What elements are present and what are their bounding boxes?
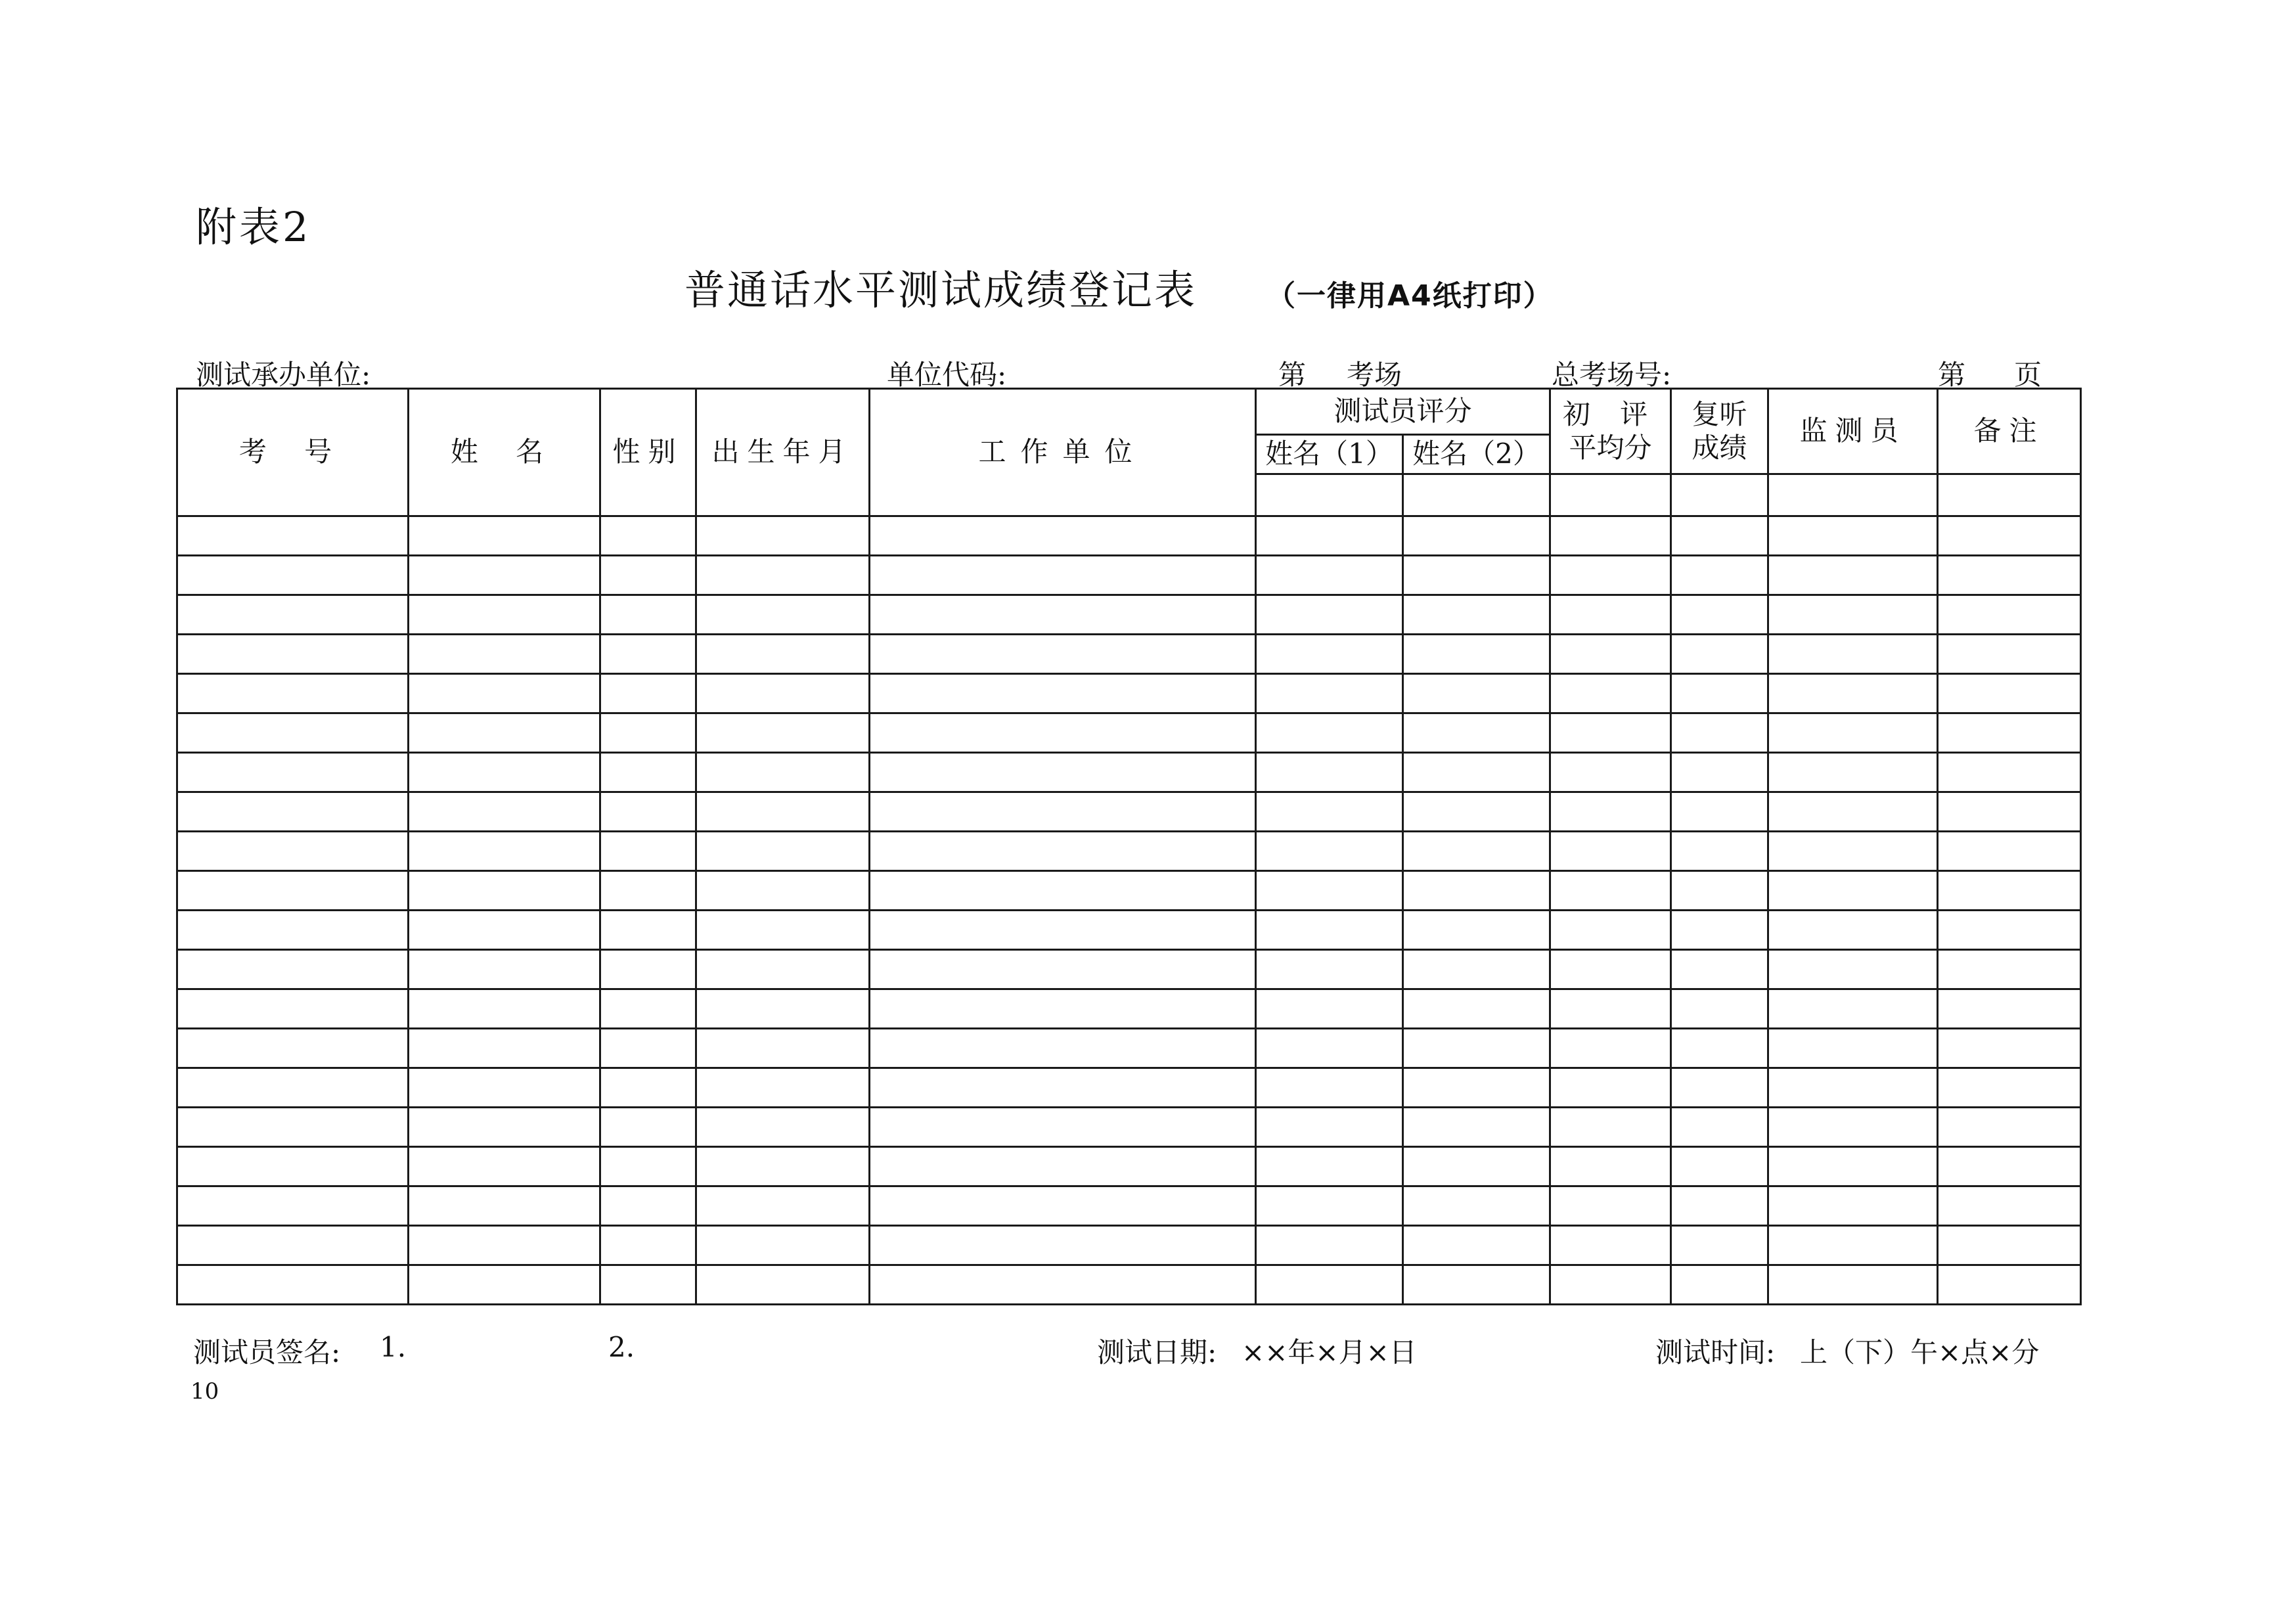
cell-tester-2[interactable] [1403, 1186, 1550, 1226]
cell-initial-average[interactable] [1550, 1265, 1671, 1305]
header-tester-score-group: 测试员评分 [1256, 389, 1550, 435]
header-initial-average-line2: 平均分 [1569, 431, 1652, 464]
unit-code-label: 单位代码: [887, 359, 1007, 391]
cell-monitor[interactable] [1768, 1108, 1938, 1147]
header-exam-no: 考 号 [177, 389, 409, 516]
cell-exam-no[interactable] [177, 713, 409, 753]
cell-workplace[interactable] [870, 635, 1256, 674]
cell-tester-1[interactable] [1256, 595, 1403, 635]
cell-tester-1[interactable] [1256, 713, 1403, 753]
cell-remarks[interactable] [1938, 832, 2081, 871]
cell-gender[interactable] [600, 1186, 696, 1226]
cell-recheck[interactable] [1671, 1068, 1768, 1108]
cell-initial-average[interactable] [1550, 516, 1671, 556]
cell-gender[interactable] [600, 516, 696, 556]
cell-tester-1[interactable] [1256, 871, 1403, 911]
cell-initial-average[interactable] [1550, 950, 1671, 989]
cell-exam-no[interactable] [177, 1226, 409, 1265]
cell-tester-2[interactable] [1403, 1068, 1550, 1108]
cell-name[interactable] [409, 556, 600, 595]
cell-birth[interactable] [696, 989, 870, 1029]
cell-tester-1[interactable] [1256, 911, 1403, 950]
cell-tester-2[interactable] [1403, 1108, 1550, 1147]
cell-gender[interactable] [600, 832, 696, 871]
cell-exam-no[interactable] [177, 595, 409, 635]
cell-remarks[interactable] [1938, 1186, 2081, 1226]
cell-recheck[interactable] [1671, 753, 1768, 792]
cell-recheck[interactable] [1671, 1147, 1768, 1186]
table-row [177, 674, 2081, 713]
cell-recheck[interactable] [1671, 595, 1768, 635]
cell-name[interactable] [409, 950, 600, 989]
cell-birth[interactable] [696, 516, 870, 556]
cell-recheck[interactable] [1671, 516, 1768, 556]
cell-birth[interactable] [696, 1068, 870, 1108]
table-row [177, 516, 2081, 556]
cell-recheck[interactable] [1671, 556, 1768, 595]
cell-tester-2[interactable] [1403, 1147, 1550, 1186]
cell-workplace[interactable] [870, 1029, 1256, 1068]
cell-name[interactable] [409, 1265, 600, 1305]
cell-remarks[interactable] [1938, 950, 2081, 989]
cell-gender[interactable] [600, 989, 696, 1029]
page-prefix: 第 [1938, 359, 1966, 391]
cell-gender[interactable] [600, 1265, 696, 1305]
cell-exam-no[interactable] [177, 1068, 409, 1108]
date-label: 测试日期: [1097, 1336, 1217, 1368]
cell-exam-no[interactable] [177, 1265, 409, 1305]
cell-monitor[interactable] [1768, 792, 1938, 832]
cell-workplace[interactable] [870, 792, 1256, 832]
cell-recheck[interactable] [1671, 1226, 1768, 1265]
cell-workplace[interactable] [870, 516, 1256, 556]
print-note: （一律用A4纸打印） [1266, 279, 1554, 313]
cell-initial-average[interactable] [1550, 871, 1671, 911]
signature-1: 1. [380, 1331, 407, 1363]
initial-average-subcell[interactable] [1550, 474, 1671, 516]
cell-name[interactable] [409, 1108, 600, 1147]
cell-gender[interactable] [600, 713, 696, 753]
cell-gender[interactable] [600, 1068, 696, 1108]
cell-workplace[interactable] [870, 753, 1256, 792]
org-label: 测试承办单位: [196, 359, 371, 391]
cell-gender[interactable] [600, 1226, 696, 1265]
cell-monitor[interactable] [1768, 832, 1938, 871]
cell-remarks[interactable] [1938, 753, 2081, 792]
cell-initial-average[interactable] [1550, 753, 1671, 792]
cell-workplace[interactable] [870, 871, 1256, 911]
cell-remarks[interactable] [1938, 1226, 2081, 1265]
cell-initial-average[interactable] [1550, 595, 1671, 635]
cell-remarks[interactable] [1938, 1029, 2081, 1068]
cell-name[interactable] [409, 1029, 600, 1068]
cell-gender[interactable] [600, 792, 696, 832]
cell-remarks[interactable] [1938, 556, 2081, 595]
cell-exam-no[interactable] [177, 753, 409, 792]
cell-tester-2[interactable] [1403, 635, 1550, 674]
table-row [177, 1068, 2081, 1108]
cell-birth[interactable] [696, 1226, 870, 1265]
cell-birth[interactable] [696, 871, 870, 911]
cell-recheck[interactable] [1671, 832, 1768, 871]
table-row [177, 713, 2081, 753]
cell-exam-no[interactable] [177, 950, 409, 989]
cell-initial-average[interactable] [1550, 1029, 1671, 1068]
table-row [177, 911, 2081, 950]
table-row [177, 832, 2081, 871]
cell-workplace[interactable] [870, 1147, 1256, 1186]
cell-exam-no[interactable] [177, 1147, 409, 1186]
cell-name[interactable] [409, 792, 600, 832]
table-row [177, 792, 2081, 832]
cell-tester-2[interactable] [1403, 989, 1550, 1029]
cell-name[interactable] [409, 1068, 600, 1108]
cell-recheck[interactable] [1671, 1265, 1768, 1305]
cell-initial-average[interactable] [1550, 832, 1671, 871]
cell-exam-no[interactable] [177, 871, 409, 911]
header-recheck-score [1671, 389, 1768, 474]
time-label: 测试时间: [1655, 1336, 1776, 1368]
cell-tester-2[interactable] [1403, 1226, 1550, 1265]
cell-recheck[interactable] [1671, 674, 1768, 713]
cell-recheck[interactable] [1671, 989, 1768, 1029]
cell-tester-2[interactable] [1403, 753, 1550, 792]
cell-monitor[interactable] [1768, 753, 1938, 792]
cell-recheck[interactable] [1671, 1186, 1768, 1226]
cell-gender[interactable] [600, 871, 696, 911]
cell-tester-1[interactable] [1256, 1186, 1403, 1226]
cell-birth[interactable] [696, 792, 870, 832]
cell-birth[interactable] [696, 635, 870, 674]
cell-birth[interactable] [696, 753, 870, 792]
cell-initial-average[interactable] [1550, 1226, 1671, 1265]
cell-initial-average[interactable] [1550, 911, 1671, 950]
cell-name[interactable] [409, 871, 600, 911]
cell-tester-1[interactable] [1256, 516, 1403, 556]
signature-2: 2. [608, 1331, 635, 1363]
recheck-subcell[interactable] [1671, 474, 1768, 516]
cell-exam-no[interactable] [177, 1186, 409, 1226]
cell-remarks[interactable] [1938, 1108, 2081, 1147]
cell-remarks[interactable] [1938, 1068, 2081, 1108]
cell-initial-average[interactable] [1550, 1186, 1671, 1226]
cell-name[interactable] [409, 1226, 600, 1265]
cell-name[interactable] [409, 635, 600, 674]
cell-initial-average[interactable] [1550, 556, 1671, 595]
cell-monitor[interactable] [1768, 556, 1938, 595]
score-register-table [176, 388, 2082, 1305]
cell-exam-no[interactable] [177, 556, 409, 595]
cell-remarks[interactable] [1938, 989, 2081, 1029]
cell-gender[interactable] [600, 635, 696, 674]
monitor-subcell[interactable] [1768, 474, 1938, 516]
cell-birth[interactable] [696, 1147, 870, 1186]
cell-birth[interactable] [696, 674, 870, 713]
cell-initial-average[interactable] [1550, 1108, 1671, 1147]
cell-initial-average[interactable] [1550, 713, 1671, 753]
table-row [177, 1265, 2081, 1305]
cell-birth[interactable] [696, 556, 870, 595]
cell-initial-average[interactable] [1550, 674, 1671, 713]
cell-remarks[interactable] [1938, 1147, 2081, 1186]
header-tester-1: 姓名（1） [1256, 435, 1403, 474]
cell-birth[interactable] [696, 911, 870, 950]
cell-monitor[interactable] [1768, 713, 1938, 753]
cell-exam-no[interactable] [177, 1108, 409, 1147]
cell-gender[interactable] [600, 950, 696, 989]
table-row [177, 1108, 2081, 1147]
cell-remarks[interactable] [1938, 871, 2081, 911]
cell-name[interactable] [409, 1186, 600, 1226]
remarks-subcell[interactable] [1938, 474, 2081, 516]
cell-gender[interactable] [600, 911, 696, 950]
table-row [177, 1186, 2081, 1226]
cell-gender[interactable] [600, 674, 696, 713]
cell-monitor[interactable] [1768, 1186, 1938, 1226]
cell-workplace[interactable] [870, 1186, 1256, 1226]
table-row [177, 1029, 2081, 1068]
cell-exam-no[interactable] [177, 635, 409, 674]
cell-tester-1[interactable] [1256, 635, 1403, 674]
cell-tester-1[interactable] [1256, 556, 1403, 595]
cell-name[interactable] [409, 753, 600, 792]
cell-remarks[interactable] [1938, 595, 2081, 635]
cell-recheck[interactable] [1671, 1029, 1768, 1068]
cell-birth[interactable] [696, 713, 870, 753]
cell-birth[interactable] [696, 1186, 870, 1226]
table-row [177, 950, 2081, 989]
cell-monitor[interactable] [1768, 950, 1938, 989]
header-initial-average-line1: 初 评 [1562, 398, 1659, 431]
cell-recheck[interactable] [1671, 635, 1768, 674]
cell-initial-average[interactable] [1550, 989, 1671, 1029]
cell-tester-2[interactable] [1403, 832, 1550, 871]
cell-birth[interactable] [696, 832, 870, 871]
cell-tester-1[interactable] [1256, 753, 1403, 792]
cell-name[interactable] [409, 911, 600, 950]
cell-recheck[interactable] [1671, 792, 1768, 832]
cell-gender[interactable] [600, 556, 696, 595]
header-workplace: 工作单位 [870, 389, 1256, 516]
table-row [177, 595, 2081, 635]
cell-exam-no[interactable] [177, 674, 409, 713]
cell-workplace[interactable] [870, 556, 1256, 595]
cell-tester-1[interactable] [1256, 1108, 1403, 1147]
signature-label: 测试员签名: [193, 1336, 341, 1368]
cell-tester-1[interactable] [1256, 1068, 1403, 1108]
cell-name[interactable] [409, 516, 600, 556]
cell-tester-2[interactable] [1403, 871, 1550, 911]
cell-tester-2[interactable] [1403, 1029, 1550, 1068]
cell-remarks[interactable] [1938, 1265, 2081, 1305]
cell-workplace[interactable] [870, 674, 1256, 713]
cell-remarks[interactable] [1938, 911, 2081, 950]
cell-workplace[interactable] [870, 1068, 1256, 1108]
cell-monitor[interactable] [1768, 595, 1938, 635]
cell-gender[interactable] [600, 753, 696, 792]
date-value: ××年×月×日 [1242, 1336, 1417, 1368]
cell-gender[interactable] [600, 1147, 696, 1186]
cell-workplace[interactable] [870, 832, 1256, 871]
cell-exam-no[interactable] [177, 989, 409, 1029]
cell-recheck[interactable] [1671, 713, 1768, 753]
cell-initial-average[interactable] [1550, 635, 1671, 674]
cell-name[interactable] [409, 989, 600, 1029]
cell-remarks[interactable] [1938, 516, 2081, 556]
cell-monitor[interactable] [1768, 516, 1938, 556]
cell-workplace[interactable] [870, 950, 1256, 989]
cell-tester-1[interactable] [1256, 1029, 1403, 1068]
cell-exam-no[interactable] [177, 792, 409, 832]
cell-tester-2[interactable] [1403, 595, 1550, 635]
cell-gender[interactable] [600, 1029, 696, 1068]
cell-monitor[interactable] [1768, 989, 1938, 1029]
cell-remarks[interactable] [1938, 635, 2081, 674]
header-initial-average [1550, 389, 1671, 474]
cell-tester-1[interactable] [1256, 792, 1403, 832]
cell-workplace[interactable] [870, 1226, 1256, 1265]
cell-name[interactable] [409, 674, 600, 713]
cell-monitor[interactable] [1768, 1226, 1938, 1265]
table-row [177, 556, 2081, 595]
header-tester-2: 姓名（2） [1403, 435, 1550, 474]
cell-birth[interactable] [696, 1029, 870, 1068]
cell-tester-2[interactable] [1403, 516, 1550, 556]
cell-recheck[interactable] [1671, 911, 1768, 950]
header-name: 姓 名 [409, 389, 600, 516]
cell-tester-1[interactable] [1256, 1226, 1403, 1265]
cell-tester-2[interactable] [1403, 674, 1550, 713]
cell-tester-1[interactable] [1256, 950, 1403, 989]
cell-monitor[interactable] [1768, 1265, 1938, 1305]
table-row [177, 1147, 2081, 1186]
cell-monitor[interactable] [1768, 1147, 1938, 1186]
cell-remarks[interactable] [1938, 792, 2081, 832]
cell-workplace[interactable] [870, 1265, 1256, 1305]
cell-monitor[interactable] [1768, 674, 1938, 713]
table-row [177, 753, 2081, 792]
cell-birth[interactable] [696, 1265, 870, 1305]
header-monitor: 监测员 [1768, 389, 1938, 474]
cell-monitor[interactable] [1768, 1029, 1938, 1068]
cell-tester-1[interactable] [1256, 674, 1403, 713]
appendix-label: 附表2 [196, 203, 311, 251]
cell-workplace[interactable] [870, 713, 1256, 753]
cell-name[interactable] [409, 1147, 600, 1186]
cell-recheck[interactable] [1671, 1108, 1768, 1147]
page-suffix: 页 [2014, 359, 2042, 391]
table-row [177, 635, 2081, 674]
form-title: 普通话水平测试成绩登记表 [684, 266, 1198, 314]
header-recheck-line2: 成绩 [1692, 431, 1747, 464]
cell-gender[interactable] [600, 1108, 696, 1147]
cell-tester-1[interactable] [1256, 1147, 1403, 1186]
table-row [177, 871, 2081, 911]
cell-exam-no[interactable] [177, 832, 409, 871]
cell-remarks[interactable] [1938, 674, 2081, 713]
cell-initial-average[interactable] [1550, 1147, 1671, 1186]
cell-exam-no[interactable] [177, 1029, 409, 1068]
tester-2-subcell[interactable] [1403, 474, 1550, 516]
cell-monitor[interactable] [1768, 1068, 1938, 1108]
cell-exam-no[interactable] [177, 911, 409, 950]
time-value: 上（下）午×点×分 [1800, 1336, 2040, 1368]
cell-monitor[interactable] [1768, 911, 1938, 950]
cell-monitor[interactable] [1768, 871, 1938, 911]
cell-recheck[interactable] [1671, 871, 1768, 911]
cell-exam-no[interactable] [177, 516, 409, 556]
exam-room-prefix: 第 [1278, 359, 1307, 391]
header-birth: 出生年月 [696, 389, 870, 516]
cell-initial-average[interactable] [1550, 1068, 1671, 1108]
header-recheck-line1: 复听 [1692, 398, 1747, 431]
header-gender: 性别 [600, 389, 696, 516]
header-remarks: 备注 [1938, 389, 2081, 474]
cell-recheck[interactable] [1671, 950, 1768, 989]
cell-tester-2[interactable] [1403, 713, 1550, 753]
cell-tester-1[interactable] [1256, 989, 1403, 1029]
cell-tester-2[interactable] [1403, 911, 1550, 950]
cell-tester-2[interactable] [1403, 950, 1550, 989]
cell-name[interactable] [409, 713, 600, 753]
cell-tester-1[interactable] [1256, 832, 1403, 871]
total-room-label: 总考场号: [1552, 359, 1672, 391]
cell-tester-2[interactable] [1403, 556, 1550, 595]
cell-workplace[interactable] [870, 1108, 1256, 1147]
cell-remarks[interactable] [1938, 713, 2081, 753]
cell-gender[interactable] [600, 595, 696, 635]
cell-birth[interactable] [696, 950, 870, 989]
cell-workplace[interactable] [870, 989, 1256, 1029]
table-row [177, 1226, 2081, 1265]
cell-workplace[interactable] [870, 911, 1256, 950]
cell-monitor[interactable] [1768, 635, 1938, 674]
cell-birth[interactable] [696, 1108, 870, 1147]
cell-birth[interactable] [696, 595, 870, 635]
exam-room-suffix: 考场 [1347, 359, 1402, 391]
cell-tester-2[interactable] [1403, 1265, 1550, 1305]
cell-tester-1[interactable] [1256, 1265, 1403, 1305]
table-row [177, 989, 2081, 1029]
cell-initial-average[interactable] [1550, 792, 1671, 832]
page-number: 10 [190, 1378, 219, 1405]
cell-workplace[interactable] [870, 595, 1256, 635]
cell-tester-2[interactable] [1403, 792, 1550, 832]
cell-name[interactable] [409, 832, 600, 871]
cell-name[interactable] [409, 595, 600, 635]
tester-1-subcell[interactable] [1256, 474, 1403, 516]
